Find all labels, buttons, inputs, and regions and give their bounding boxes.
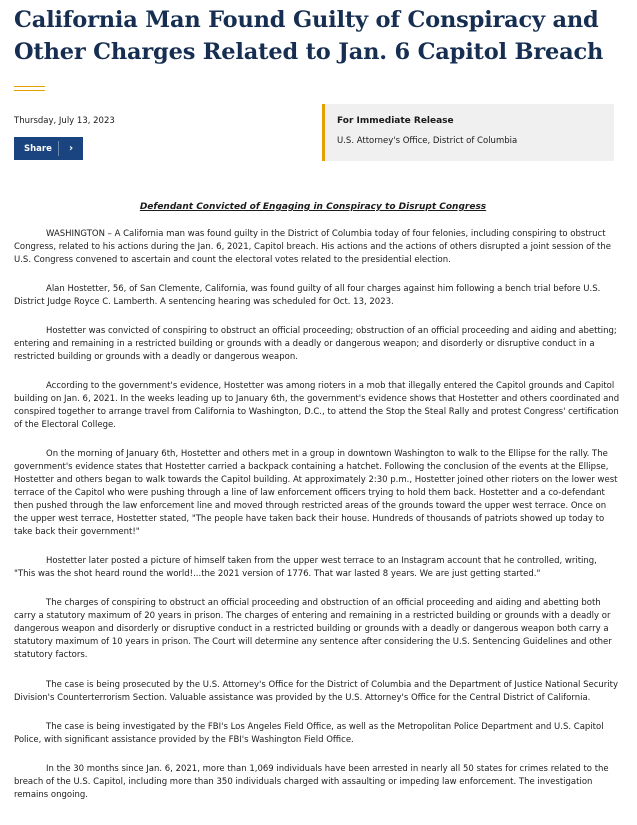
article-paragraph: Hostetter was convicted of conspiring to obstruct an official proceeding; obstruction of an official proceeding and aiding and abetting; entering and remaining in a restricted building or grounds with a deadly or dangerous weapon; and disorderly or disruptive conduct in a restricted building or grounds with a deadly or dangerous weapon.	[14, 326, 617, 362]
article-subheading: Defendant Convicted of Engaging in Conspiracy to Disrupt Congress	[139, 202, 487, 212]
article-body	[14, 228, 620, 818]
title-divider	[14, 86, 45, 91]
article-paragraph: In the 30 months since Jan. 6, 2021, more than 1,069 individuals have been arrested in nearly all 50 states for crimes related to the breach of the U.S. Capitol, including more than 350 individuals charged with assaulting or impeding law enforcement. The investigation remains ongoing.	[14, 764, 609, 800]
article-paragraph: The case is being prosecuted by the U.S. Attorney's Office for the District of Columbia and the Department of Justice National Security Division's Counterterrorism Section. Valuable assistance was provided by the U.S. Attorney's Office for the Central District of California.	[14, 680, 619, 703]
share-button[interactable]	[14, 137, 83, 160]
article-paragraph: The case is being investigated by the FBI's Los Angeles Field Office, as well as the Metropolitan Police Department and U.S. Capitol Police, with significant assistance provided by the FBI's Washington Field Office.	[14, 722, 604, 745]
release-office: U.S. Attorney's Office, District of Columbia	[337, 136, 518, 146]
article-paragraph: Hostetter later posted a picture of himself taken from the upper west terrace to an Instagram account that he controlled, writing, "This was the shot heard round the world!...the 2021 version of 1776. That war lasted 8 years. We are just getting started."	[14, 556, 597, 579]
release-heading: For Immediate Release	[337, 116, 454, 126]
article-paragraph: The charges of conspiring to obstruct an official proceeding and obstruction of an official proceeding and aiding and abetting both carry a statutory maximum of 20 years in prison. The charges of entering and remaining in a restricted building or grounds with a deadly or dangerous weapon and disorderly or disruptive conduct in a restricted building or grounds with a deadly or dangerous weapon both carry a statutory maximum of 10 years in prison. The Court will determine any sentence after considering the U.S. Sentencing Guidelines and other statutory factors.	[14, 598, 612, 660]
page-title: California Man Found Guilty of Conspiracy and Other Charges Related to Jan. 6 Capitol Breach	[14, 7, 604, 65]
release-info-box	[322, 104, 614, 161]
article-paragraph: On the morning of January 6th, Hostetter and others met in a group in downtown Washington to walk to the Ellipse for the rally. The government's evidence states that Hostetter carried a backpack containing a hatchet. Following the conclusion of the events at the Ellipse, Hostetter and others began to walk towards the Capitol building. At approximately 2:30 p.m., Hostetter joined other rioters on the lower west terrace of the Capitol who were pushing through a line of law enforcement officers trying to hold them back. Hostetter and a co-defendant then pushed through the law enforcement line and moved through restricted areas of the grounds toward the upper west terrace. Once on the upper west terrace, Hostetter stated, "The people have taken back their house. Hundreds of thousands of patriots showed up today to take back their government!"	[14, 449, 618, 537]
article-paragraph: Alan Hostetter, 56, of San Clemente, California, was found guilty of all four charges against him following a bench trial before U.S. District Judge Royce C. Lamberth. A sentencing hearing was scheduled for Oct. 13, 2023.	[14, 284, 601, 307]
article-paragraph: According to the government's evidence, Hostetter was among rioters in a mob that illegally entered the Capitol grounds and Capitol building on Jan. 6, 2021. In the weeks leading up to January 6th, the government's evidence shows that Hostetter and others coordinated and conspired together to arrange travel from California to Washington, D.C., to attend the Stop the Steal Rally and protest Congress' certification of the Electoral College.	[14, 381, 620, 430]
share-button-label: Share	[24, 143, 52, 154]
publish-date: Thursday, July 13, 2023	[14, 116, 115, 126]
article-paragraph: WASHINGTON – A California man was found guilty in the District of Columbia today of four felonies, including conspiring to obstruct Congress, related to his actions during the Jan. 6, 2021, Capitol breach. His actions and the actions of others disrupted a joint session of the U.S. Congress convened to ascertain and count the electoral votes related to the presidential election.	[14, 229, 612, 265]
chevron-right-icon: ›	[68, 143, 74, 154]
